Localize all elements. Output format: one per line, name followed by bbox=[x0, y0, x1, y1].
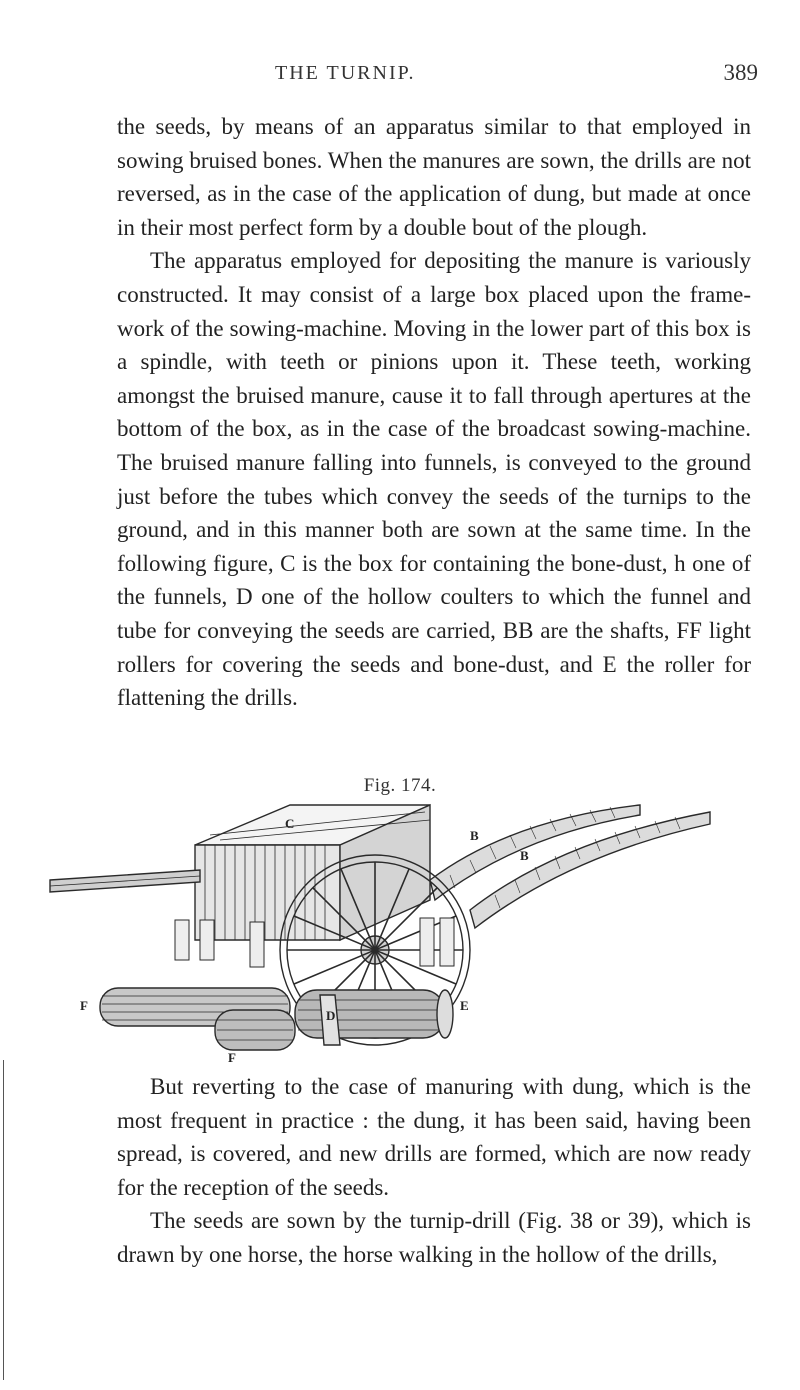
figure-label-b: B bbox=[470, 828, 479, 843]
paragraph: But reverting to the case of manuring with dung, which is the most frequent in practice : the dung, it has been said, having been spread, is covered, and new drills are formed, which are now ready for the reception of the seeds. bbox=[117, 1074, 751, 1200]
manure-box bbox=[195, 805, 430, 940]
page-header bbox=[120, 62, 800, 92]
figure-label-b: B bbox=[520, 848, 529, 863]
frame-bar bbox=[50, 870, 200, 892]
text-block-bottom bbox=[117, 1070, 751, 1272]
shafts bbox=[430, 805, 710, 928]
running-title: THE TURNIP. bbox=[275, 62, 416, 84]
figure-label-f: F bbox=[228, 1050, 236, 1065]
figure-label-e: E bbox=[460, 998, 469, 1013]
figure-label-d: D bbox=[326, 1008, 336, 1023]
paragraph: The apparatus employed for depositing the manure is variously constructed. It may consist of a large box placed upon the frame-work of the sowing-machine. Moving in the lower part of this box is a spindle, with teeth or pinions upon it. These teeth, working amongst the bruised manure, cause it to fall through apertures at the bottom of the box, as in the case of the broadcast sowing-machine. The bruised manure falling into funnels, is conveyed to the ground just before the tubes which convey the seeds of the turnips to the ground, and in this manner both are sown at the same time. In the following figure, C is the box for containing the bone-dust, h one of the funnels, D one of the hollow coulters to which the funnel and tube for conveying the seeds are carried, BB are the shafts, FF light rollers for covering the seeds and bone-dust, and E the roller for flattening the drills. bbox=[117, 248, 751, 711]
turnip-drill-figure bbox=[40, 800, 720, 1065]
figure-label-c: C bbox=[285, 816, 295, 831]
rollers bbox=[100, 988, 295, 1050]
scan-edge-line bbox=[2, 1060, 5, 1380]
figure-label-f: F bbox=[80, 998, 88, 1013]
flattening-roller bbox=[295, 990, 453, 1038]
paragraph: The seeds are sown by the turnip-drill (Fig. 38 or 39), which is drawn by one horse, the horse walking in the hollow of the drills, bbox=[117, 1208, 751, 1267]
paragraph: the seeds, by means of an apparatus similar to that employed in sowing bruised bones. When the manures are sown, the drills are not reversed, as in the case of the application of dung, but made at once in their most perfect form by a double bout of the plough. bbox=[117, 114, 751, 240]
figure-caption: Fig. 174. bbox=[363, 775, 437, 796]
text-block-top bbox=[117, 110, 751, 715]
page-number: 389 bbox=[723, 60, 758, 85]
